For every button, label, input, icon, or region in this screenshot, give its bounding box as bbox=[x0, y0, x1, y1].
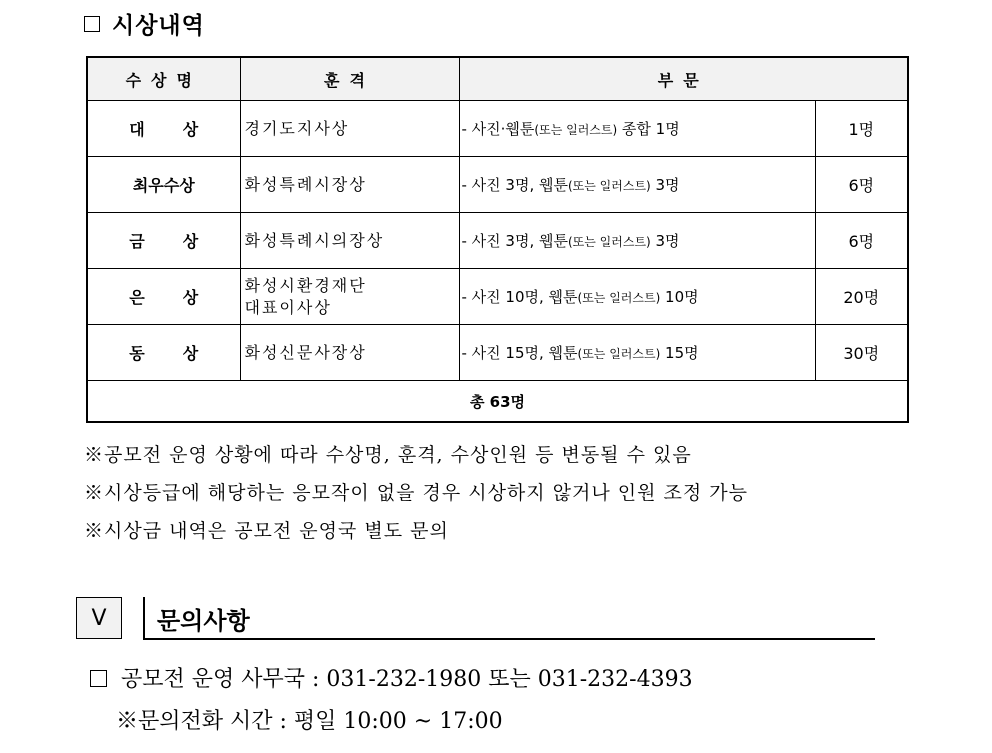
award-name: 최우수상 bbox=[87, 157, 240, 213]
division-desc bbox=[459, 157, 815, 213]
awards-table bbox=[86, 56, 909, 423]
honor-line: 화성특례시장상 bbox=[244, 174, 367, 194]
honor-line: 화성시환경재단 bbox=[244, 275, 367, 295]
honor-name bbox=[240, 325, 459, 381]
division-count: 15명 bbox=[660, 344, 699, 362]
division-note: (또는 일러스트) bbox=[577, 347, 661, 361]
contact-hours: ※문의전화 시간 : 평일 10:00 ~ 17:00 bbox=[116, 709, 503, 734]
award-row bbox=[87, 325, 908, 381]
section-divider bbox=[143, 597, 145, 640]
section-heading bbox=[84, 6, 205, 40]
table-header-row bbox=[87, 57, 908, 101]
section-number-box: Ⅴ bbox=[76, 597, 122, 639]
division-count: 10명 bbox=[660, 288, 699, 306]
award-row bbox=[87, 101, 908, 157]
division-main: - 사진 3명, 웹툰 bbox=[461, 176, 568, 194]
division-count: 3명 bbox=[650, 232, 680, 250]
contact-line bbox=[90, 662, 693, 693]
award-row bbox=[87, 213, 908, 269]
header-honor: 훈격 bbox=[240, 57, 459, 101]
honor-line: 대표이사상 bbox=[244, 297, 332, 317]
checkbox-square-icon bbox=[84, 16, 100, 32]
section-underline bbox=[143, 638, 875, 640]
honor-name bbox=[240, 101, 459, 157]
award-name: 은상 bbox=[87, 269, 240, 325]
honor-name bbox=[240, 213, 459, 269]
division-desc bbox=[459, 325, 815, 381]
honor-line: 화성신문사장상 bbox=[244, 342, 367, 362]
total-row bbox=[87, 381, 908, 423]
total-count: 총 63명 bbox=[87, 381, 908, 423]
contact-text: 공모전 운영 사무국 : 031-232-1980 또는 031-232-4393 bbox=[121, 667, 693, 692]
note-line: ※시상등급에 해당하는 응모작이 없을 경우 시상하지 않거나 인원 조정 가능 bbox=[84, 482, 748, 504]
award-count: 6명 bbox=[815, 157, 908, 213]
division-main: - 사진 3명, 웹툰 bbox=[461, 232, 568, 250]
header-award: 수상명 bbox=[87, 57, 240, 101]
division-count: 3명 bbox=[650, 176, 680, 194]
honor-line: 경기도지사상 bbox=[244, 118, 350, 138]
division-desc bbox=[459, 101, 815, 157]
award-row bbox=[87, 157, 908, 213]
award-count: 6명 bbox=[815, 213, 908, 269]
division-note: (또는 일러스트) bbox=[567, 235, 651, 249]
division-desc bbox=[459, 213, 815, 269]
section-title: 시상내역 bbox=[112, 12, 205, 39]
division-main: - 사진 10명, 웹툰 bbox=[461, 288, 578, 306]
award-name: 금상 bbox=[87, 213, 240, 269]
division-note: (또는 일러스트) bbox=[567, 179, 651, 193]
note-line: ※시상금 내역은 공모전 운영국 별도 문의 bbox=[84, 520, 449, 542]
honor-name bbox=[240, 269, 459, 325]
award-count: 30명 bbox=[815, 325, 908, 381]
division-note: (또는 일러스트) bbox=[534, 123, 618, 137]
honor-line: 화성특례시의장상 bbox=[244, 230, 385, 250]
division-desc bbox=[459, 269, 815, 325]
header-division: 부문 bbox=[459, 57, 908, 101]
award-count: 1명 bbox=[815, 101, 908, 157]
division-count: 종합 1명 bbox=[617, 120, 680, 138]
award-name: 동상 bbox=[87, 325, 240, 381]
checkbox-square-icon bbox=[90, 670, 107, 687]
award-name: 대상 bbox=[87, 101, 240, 157]
division-main: - 사진·웹툰 bbox=[461, 120, 535, 138]
note-line: ※공모전 운영 상황에 따라 수상명, 훈격, 수상인원 등 변동될 수 있음 bbox=[84, 444, 692, 466]
division-note: (또는 일러스트) bbox=[577, 291, 661, 305]
section-v-title: 문의사항 bbox=[157, 607, 250, 635]
division-main: - 사진 15명, 웹툰 bbox=[461, 344, 578, 362]
award-row bbox=[87, 269, 908, 325]
honor-name bbox=[240, 157, 459, 213]
award-count: 20명 bbox=[815, 269, 908, 325]
